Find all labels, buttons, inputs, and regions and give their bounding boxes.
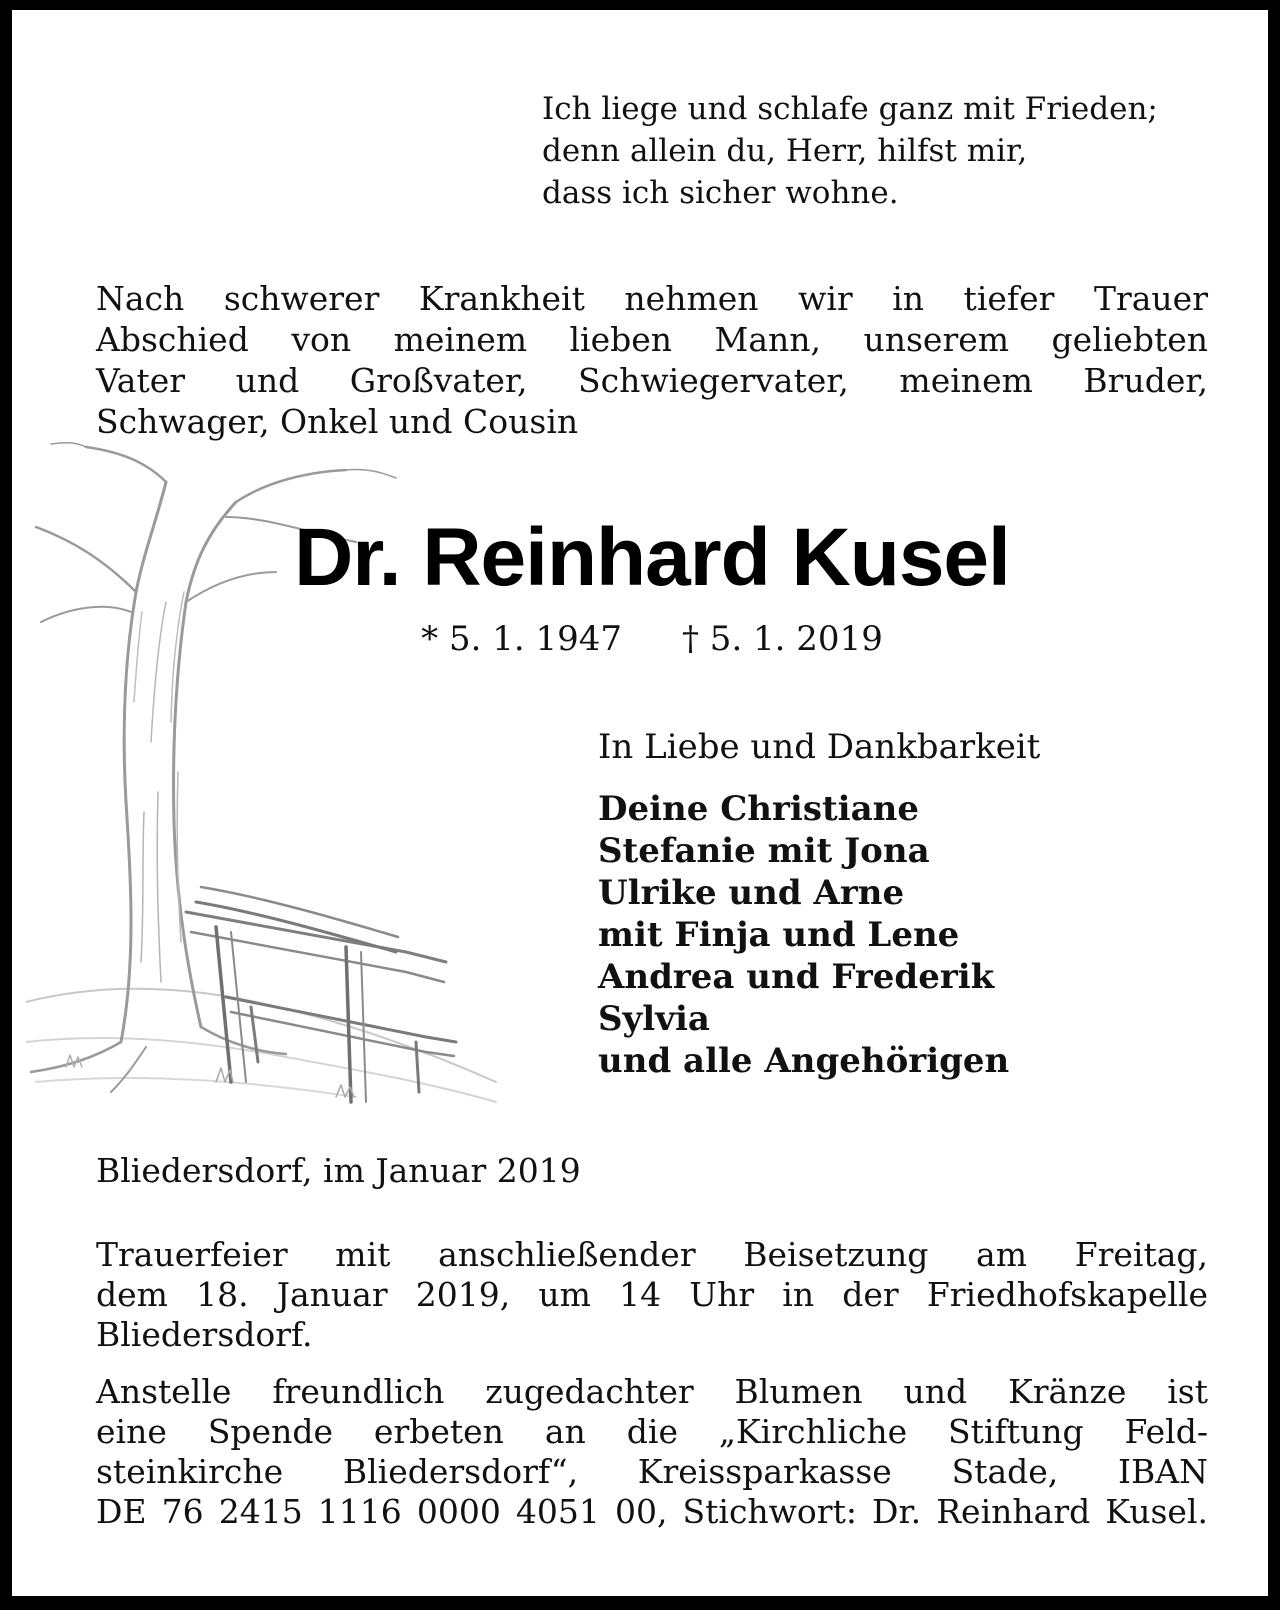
place-date: Bliedersdorf, im Januar 2019 — [96, 1151, 581, 1190]
mourner-line: und alle Angehörigen — [598, 1041, 1010, 1081]
mourner-line: Sylvia — [598, 999, 710, 1039]
ceremony-paragraph — [96, 1235, 1208, 1355]
ceremony-line: Bliedersdorf. — [96, 1315, 313, 1354]
mourner-line: Ulrike und Arne — [598, 873, 905, 913]
intro-line: Nach schwerer Krankheit nehmen wir in tiefer Trauer — [96, 279, 1208, 318]
intro-line: Abschied von meinem lieben Mann, unserem geliebten — [96, 320, 1208, 359]
intro-paragraph — [96, 278, 1208, 442]
bible-verse — [542, 88, 1222, 214]
intro-line: Schwager, Onkel und Cousin — [96, 402, 579, 441]
closing-phrase: In Liebe und Dankbarkeit — [598, 727, 1041, 767]
donation-line: eine Spende erbeten an die „Kirchliche Stiftung Feld- — [96, 1412, 1208, 1451]
mourners-list — [598, 788, 1009, 1082]
donation-line: steinkirche Bliedersdorf“, Kreissparkasse Stade, IBAN — [96, 1452, 1208, 1491]
donation-paragraph — [96, 1372, 1208, 1532]
donation-line: DE 76 2415 1116 0000 4051 00, Stichwort: Dr. Reinhard Kusel. — [96, 1492, 1208, 1531]
deceased-name: Dr. Reinhard Kusel — [294, 512, 1010, 603]
verse-line: Ich liege und schlafe ganz mit Frieden; — [542, 91, 1158, 127]
ceremony-line: Trauerfeier mit anschließender Beisetzung am Freitag, — [96, 1235, 1208, 1274]
death-date: † 5. 1. 2019 — [682, 619, 883, 659]
verse-line: dass ich sicher wohne. — [542, 175, 899, 211]
life-dates — [12, 618, 1280, 660]
birth-date: * 5. 1. 1947 — [421, 619, 622, 659]
mourner-line: Stefanie mit Jona — [598, 831, 930, 871]
ceremony-line: dem 18. Januar 2019, um 14 Uhr in der Friedhofskapelle — [96, 1275, 1208, 1314]
intro-line: Vater und Großvater, Schwiegervater, meinem Bruder, — [96, 361, 1208, 400]
verse-line: denn allein du, Herr, hilfst mir, — [542, 133, 1028, 169]
mourner-line: mit Finja und Lene — [598, 915, 960, 955]
mourner-line: Andrea und Frederik — [598, 957, 995, 997]
mourner-line: Deine Christiane — [598, 789, 919, 829]
donation-line: Anstelle freundlich zugedachter Blumen und Kränze ist — [96, 1372, 1208, 1411]
